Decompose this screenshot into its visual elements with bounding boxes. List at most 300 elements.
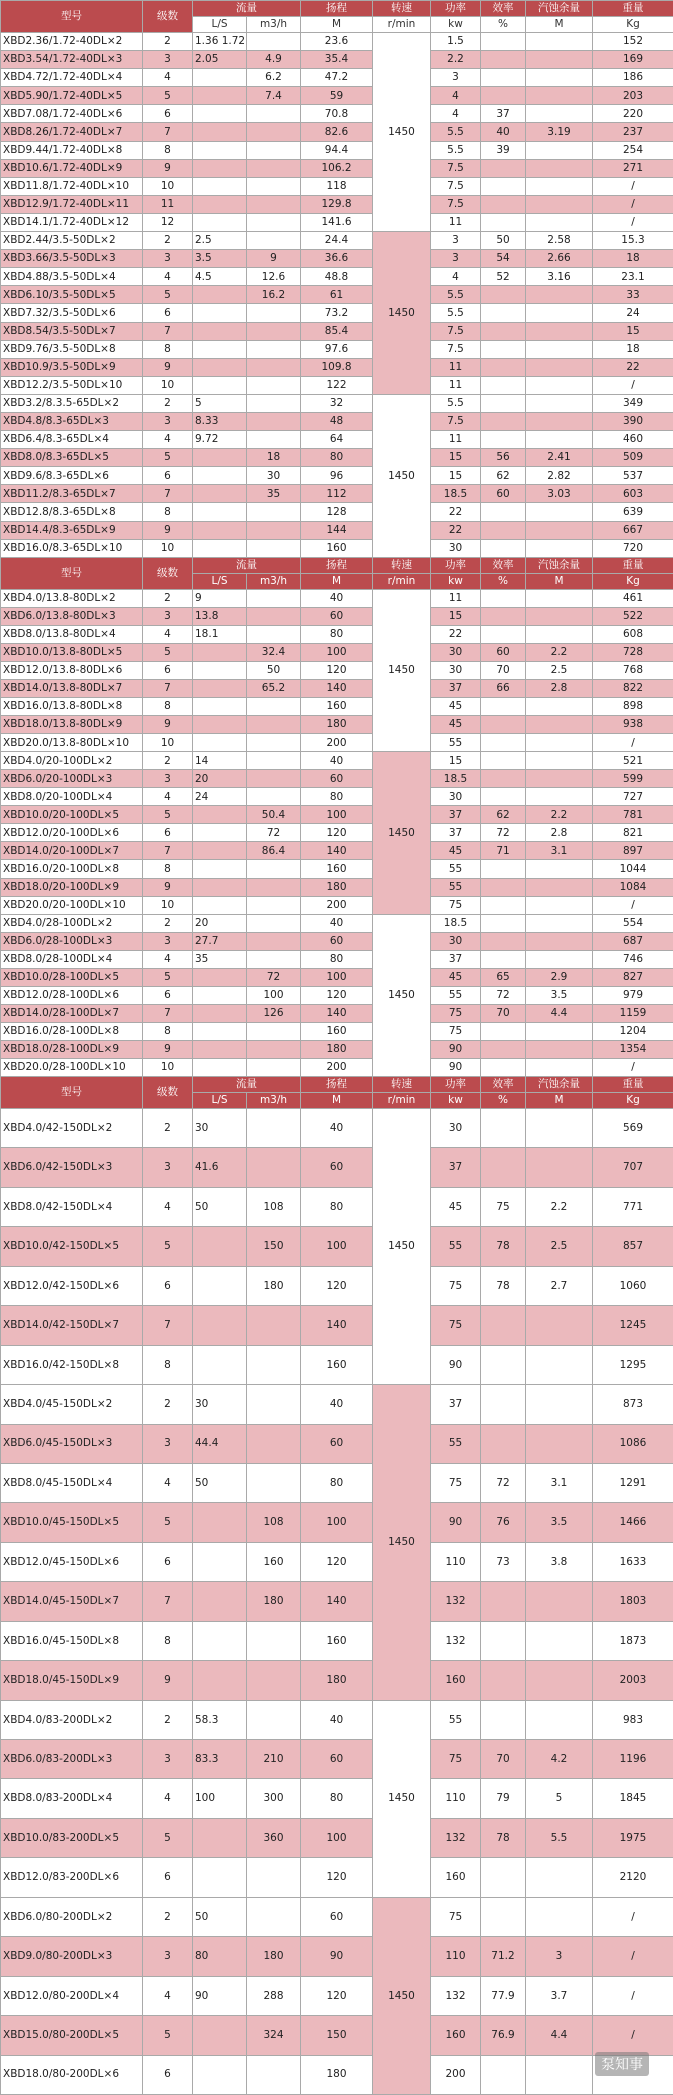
efficiency-cell: 71.2 xyxy=(481,1937,526,1976)
model-cell: XBD8.26/1.72-40DL×7 xyxy=(1,123,143,141)
efficiency-cell xyxy=(481,608,526,626)
efficiency-cell: 60 xyxy=(481,644,526,662)
stages-header: 级数 xyxy=(143,1077,193,1109)
efficiency-cell xyxy=(481,1345,526,1384)
flow-ls-cell xyxy=(193,340,247,358)
model-cell: XBD16.0/28-100DL×8 xyxy=(1,1022,143,1040)
efficiency-cell xyxy=(481,376,526,394)
stages-cell: 5 xyxy=(143,87,193,105)
stages-cell: 6 xyxy=(143,105,193,123)
efficiency-cell xyxy=(481,2055,526,2094)
weight-cell: 897 xyxy=(593,842,673,860)
flow-m3h-cell: 4.9 xyxy=(247,51,301,69)
power-cell: 7.5 xyxy=(431,412,481,430)
model-header: 型号 xyxy=(1,1077,143,1109)
efficiency-cell xyxy=(481,1621,526,1660)
table-row xyxy=(1,105,673,123)
table-row xyxy=(1,1976,673,2015)
npsh-cell: 5.5 xyxy=(526,1818,593,1857)
head-cell: 160 xyxy=(301,1345,373,1384)
flow-m3h-cell xyxy=(247,2055,301,2094)
flow-m3h-cell: 72 xyxy=(247,824,301,842)
head-cell: 97.6 xyxy=(301,340,373,358)
flow-m3h-unit: m3/h xyxy=(247,17,301,33)
npsh-cell xyxy=(526,358,593,376)
stages-cell: 11 xyxy=(143,195,193,213)
flow-m3h-cell xyxy=(247,590,301,608)
npsh-cell xyxy=(526,590,593,608)
npsh-cell xyxy=(526,159,593,177)
model-cell: XBD20.0/28-100DL×10 xyxy=(1,1058,143,1076)
speed-cell: 1450 xyxy=(373,1109,431,1385)
table-row xyxy=(1,662,673,680)
power-cell: 55 xyxy=(431,1700,481,1739)
weight-cell: 23.1 xyxy=(593,268,673,286)
efficiency-cell xyxy=(481,590,526,608)
model-cell: XBD14.1/1.72-40DL×12 xyxy=(1,213,143,231)
flow-ls-cell: 80 xyxy=(193,1937,247,1976)
flow-ls-unit: L/S xyxy=(193,1093,247,1109)
head-cell: 60 xyxy=(301,770,373,788)
speed-cell: 1450 xyxy=(373,1700,431,1897)
power-cell: 2.2 xyxy=(431,51,481,69)
npsh-cell xyxy=(526,1109,593,1148)
head-cell: 60 xyxy=(301,1148,373,1187)
flow-m3h-cell xyxy=(247,1897,301,1936)
npsh-cell: 2.2 xyxy=(526,1187,593,1226)
stages-cell: 7 xyxy=(143,842,193,860)
power-cell: 75 xyxy=(431,1463,481,1502)
head-cell: 150 xyxy=(301,2016,373,2055)
model-cell: XBD14.0/28-100DL×7 xyxy=(1,1004,143,1022)
flow-ls-cell: 41.6 xyxy=(193,1148,247,1187)
efficiency-cell: 60 xyxy=(481,485,526,503)
weight-cell: 24 xyxy=(593,304,673,322)
stages-cell: 2 xyxy=(143,1700,193,1739)
head-cell: 140 xyxy=(301,1306,373,1345)
flow-ls-cell xyxy=(193,1582,247,1621)
head-cell: 140 xyxy=(301,680,373,698)
npsh-cell xyxy=(526,608,593,626)
npsh-cell: 2.82 xyxy=(526,467,593,485)
efficiency-cell xyxy=(481,304,526,322)
weight-cell: 898 xyxy=(593,698,673,716)
stages-cell: 3 xyxy=(143,1148,193,1187)
power-cell: 4 xyxy=(431,105,481,123)
npsh-cell xyxy=(526,1148,593,1187)
stages-cell: 4 xyxy=(143,431,193,449)
efficiency-cell xyxy=(481,51,526,69)
head-cell: 100 xyxy=(301,1818,373,1857)
weight-cell: 938 xyxy=(593,716,673,734)
flow-ls-cell: 50 xyxy=(193,1463,247,1502)
stages-header: 级数 xyxy=(143,1,193,33)
weight-cell: / xyxy=(593,896,673,914)
table-row xyxy=(1,449,673,467)
npsh-cell: 3.5 xyxy=(526,1503,593,1542)
table-row xyxy=(1,734,673,752)
weight-cell: 821 xyxy=(593,824,673,842)
flow-ls-cell: 30 xyxy=(193,1109,247,1148)
npsh-cell xyxy=(526,896,593,914)
power-cell: 30 xyxy=(431,644,481,662)
weight-cell: 169 xyxy=(593,51,673,69)
weight-cell: 18 xyxy=(593,250,673,268)
power-unit: kw xyxy=(431,17,481,33)
npsh-cell: 3.16 xyxy=(526,268,593,286)
head-cell: 129.8 xyxy=(301,195,373,213)
npsh-cell xyxy=(526,716,593,734)
efficiency-cell xyxy=(481,1661,526,1700)
model-cell: XBD8.0/45-150DL×4 xyxy=(1,1463,143,1502)
head-cell: 80 xyxy=(301,449,373,467)
table-row xyxy=(1,986,673,1004)
flow-m3h-cell xyxy=(247,1345,301,1384)
head-cell: 160 xyxy=(301,698,373,716)
stages-cell: 4 xyxy=(143,1779,193,1818)
flow-ls-cell xyxy=(193,824,247,842)
flow-m3h-cell xyxy=(247,860,301,878)
model-cell: XBD6.10/3.5-50DL×5 xyxy=(1,286,143,304)
stages-cell: 2 xyxy=(143,590,193,608)
flow-m3h-cell: 210 xyxy=(247,1740,301,1779)
power-cell: 45 xyxy=(431,968,481,986)
stages-cell: 6 xyxy=(143,304,193,322)
head-cell: 85.4 xyxy=(301,322,373,340)
power-cell: 45 xyxy=(431,1187,481,1226)
npsh-cell xyxy=(526,304,593,322)
flow-m3h-cell xyxy=(247,358,301,376)
efficiency-cell xyxy=(481,788,526,806)
flow-ls-cell xyxy=(193,1227,247,1266)
power-cell: 90 xyxy=(431,1345,481,1384)
power-cell: 22 xyxy=(431,521,481,539)
npsh-cell xyxy=(526,878,593,896)
weight-cell: 1060 xyxy=(593,1266,673,1305)
table-row xyxy=(1,250,673,268)
power-cell: 37 xyxy=(431,680,481,698)
efficiency-cell: 76.9 xyxy=(481,2016,526,2055)
stages-cell: 5 xyxy=(143,644,193,662)
table-row xyxy=(1,608,673,626)
flow-m3h-cell: 16.2 xyxy=(247,286,301,304)
efficiency-cell: 72 xyxy=(481,1463,526,1502)
weight-cell: / xyxy=(593,1937,673,1976)
npsh-header: 汽蚀余量 xyxy=(526,1,593,17)
npsh-cell xyxy=(526,431,593,449)
flow-ls-cell: 27.7 xyxy=(193,932,247,950)
table-row xyxy=(1,626,673,644)
model-cell: XBD6.4/8.3-65DL×4 xyxy=(1,431,143,449)
head-cell: 47.2 xyxy=(301,69,373,87)
weight-cell: / xyxy=(593,177,673,195)
weight-cell: / xyxy=(593,195,673,213)
table-row xyxy=(1,123,673,141)
flow-ls-cell: 8.33 xyxy=(193,412,247,430)
power-cell: 75 xyxy=(431,1740,481,1779)
npsh-unit: M xyxy=(526,574,593,590)
weight-cell: 1873 xyxy=(593,1621,673,1660)
table-row xyxy=(1,376,673,394)
table-row xyxy=(1,1022,673,1040)
head-cell: 24.4 xyxy=(301,232,373,250)
table-row xyxy=(1,806,673,824)
head-cell: 106.2 xyxy=(301,159,373,177)
power-cell: 90 xyxy=(431,1058,481,1076)
table-row xyxy=(1,1818,673,1857)
weight-header: 重量 xyxy=(593,1077,673,1093)
stages-cell: 2 xyxy=(143,1897,193,1936)
power-cell: 55 xyxy=(431,1227,481,1266)
flow-ls-cell xyxy=(193,698,247,716)
efficiency-cell: 72 xyxy=(481,986,526,1004)
flow-m3h-cell xyxy=(247,1022,301,1040)
weight-cell: 1295 xyxy=(593,1345,673,1384)
npsh-cell xyxy=(526,914,593,932)
head-cell: 100 xyxy=(301,644,373,662)
stages-cell: 12 xyxy=(143,213,193,231)
model-cell: XBD12.9/1.72-40DL×11 xyxy=(1,195,143,213)
stages-cell: 8 xyxy=(143,1345,193,1384)
flow-ls-cell xyxy=(193,968,247,986)
model-cell: XBD12.0/42-150DL×6 xyxy=(1,1266,143,1305)
table-row xyxy=(1,431,673,449)
weight-cell: 746 xyxy=(593,950,673,968)
weight-cell: 667 xyxy=(593,521,673,539)
power-cell: 37 xyxy=(431,1148,481,1187)
table-row xyxy=(1,824,673,842)
weight-cell: 1803 xyxy=(593,1582,673,1621)
flow-m3h-cell: 324 xyxy=(247,2016,301,2055)
efficiency-cell xyxy=(481,932,526,950)
efficiency-cell: 78 xyxy=(481,1818,526,1857)
flow-ls-cell xyxy=(193,1040,247,1058)
flow-m3h-cell xyxy=(247,770,301,788)
npsh-cell xyxy=(526,626,593,644)
stages-cell: 3 xyxy=(143,770,193,788)
flow-m3h-cell: 50.4 xyxy=(247,806,301,824)
npsh-cell xyxy=(526,1058,593,1076)
npsh-unit: M xyxy=(526,17,593,33)
table-row xyxy=(1,698,673,716)
flow-m3h-cell xyxy=(247,1058,301,1076)
stages-cell: 7 xyxy=(143,1582,193,1621)
npsh-cell: 2.8 xyxy=(526,680,593,698)
flow-ls-cell xyxy=(193,1661,247,1700)
weight-cell: 1159 xyxy=(593,1004,673,1022)
head-cell: 60 xyxy=(301,932,373,950)
model-cell: XBD18.0/80-200DL×6 xyxy=(1,2055,143,2094)
power-unit: kw xyxy=(431,1093,481,1109)
power-cell: 5.5 xyxy=(431,141,481,159)
stages-cell: 9 xyxy=(143,1040,193,1058)
table-row xyxy=(1,87,673,105)
efficiency-cell: 56 xyxy=(481,449,526,467)
head-cell: 100 xyxy=(301,968,373,986)
efficiency-header: 效率 xyxy=(481,1,526,17)
table-row xyxy=(1,1858,673,1897)
table-row xyxy=(1,1740,673,1779)
flow-ls-cell: 2.5 xyxy=(193,232,247,250)
head-cell: 80 xyxy=(301,950,373,968)
weight-cell: 983 xyxy=(593,1700,673,1739)
table-row xyxy=(1,770,673,788)
model-cell: XBD12.0/83-200DL×6 xyxy=(1,1858,143,1897)
stages-cell: 6 xyxy=(143,467,193,485)
npsh-cell xyxy=(526,340,593,358)
power-cell: 37 xyxy=(431,1385,481,1424)
weight-cell: 349 xyxy=(593,394,673,412)
power-cell: 11 xyxy=(431,590,481,608)
weight-cell: 728 xyxy=(593,644,673,662)
efficiency-cell xyxy=(481,950,526,968)
flow-ls-cell xyxy=(193,1058,247,1076)
weight-cell: 220 xyxy=(593,105,673,123)
head-cell: 200 xyxy=(301,734,373,752)
npsh-cell xyxy=(526,860,593,878)
flow-m3h-cell xyxy=(247,232,301,250)
head-header: 扬程 xyxy=(301,558,373,574)
flow-ls-cell xyxy=(193,896,247,914)
head-cell: 120 xyxy=(301,986,373,1004)
flow-ls-cell xyxy=(193,177,247,195)
table-row xyxy=(1,1424,673,1463)
stages-cell: 4 xyxy=(143,1187,193,1226)
flow-ls-cell xyxy=(193,1858,247,1897)
stages-cell: 2 xyxy=(143,33,193,51)
efficiency-cell xyxy=(481,1022,526,1040)
weight-cell: 2120 xyxy=(593,1858,673,1897)
npsh-cell: 4.4 xyxy=(526,2016,593,2055)
head-cell: 120 xyxy=(301,1976,373,2015)
flow-m3h-cell: 7.4 xyxy=(247,87,301,105)
model-cell: XBD14.0/45-150DL×7 xyxy=(1,1582,143,1621)
speed-cell: 1450 xyxy=(373,590,431,752)
flow-m3h-cell xyxy=(247,141,301,159)
npsh-cell xyxy=(526,770,593,788)
npsh-cell xyxy=(526,788,593,806)
npsh-cell xyxy=(526,1345,593,1384)
model-cell: XBD11.8/1.72-40DL×10 xyxy=(1,177,143,195)
model-cell: XBD16.0/45-150DL×8 xyxy=(1,1621,143,1660)
efficiency-cell xyxy=(481,1148,526,1187)
npsh-cell: 4.2 xyxy=(526,1740,593,1779)
power-cell: 37 xyxy=(431,806,481,824)
flow-m3h-cell xyxy=(247,1700,301,1739)
power-cell: 110 xyxy=(431,1779,481,1818)
table-row xyxy=(1,1700,673,1739)
flow-m3h-cell xyxy=(247,1109,301,1148)
stages-cell: 9 xyxy=(143,878,193,896)
table-row xyxy=(1,177,673,195)
flow-m3h-cell xyxy=(247,521,301,539)
model-cell: XBD10.9/3.5-50DL×9 xyxy=(1,358,143,376)
npsh-cell xyxy=(526,412,593,430)
flow-ls-cell xyxy=(193,159,247,177)
weight-cell: / xyxy=(593,2016,673,2055)
table-row xyxy=(1,1266,673,1305)
power-cell: 15 xyxy=(431,467,481,485)
power-cell: 5.5 xyxy=(431,286,481,304)
flow-m3h-cell xyxy=(247,394,301,412)
flow-header: 流量 xyxy=(193,1077,301,1093)
weight-cell: 521 xyxy=(593,752,673,770)
model-cell: XBD10.0/13.8-80DL×5 xyxy=(1,644,143,662)
stages-cell: 7 xyxy=(143,1004,193,1022)
flow-ls-cell xyxy=(193,716,247,734)
model-cell: XBD12.0/20-100DL×6 xyxy=(1,824,143,842)
head-unit: M xyxy=(301,574,373,590)
stages-cell: 2 xyxy=(143,1109,193,1148)
power-cell: 15 xyxy=(431,752,481,770)
efficiency-cell: 54 xyxy=(481,250,526,268)
head-cell: 60 xyxy=(301,1897,373,1936)
table-row xyxy=(1,340,673,358)
stages-cell: 8 xyxy=(143,860,193,878)
flow-m3h-cell xyxy=(247,304,301,322)
table-row xyxy=(1,159,673,177)
table-row xyxy=(1,195,673,213)
model-cell: XBD14.4/8.3-65DL×9 xyxy=(1,521,143,539)
head-unit: M xyxy=(301,1093,373,1109)
head-cell: 60 xyxy=(301,608,373,626)
flow-m3h-cell: 50 xyxy=(247,662,301,680)
npsh-cell: 2.2 xyxy=(526,806,593,824)
flow-m3h-cell: 150 xyxy=(247,1227,301,1266)
npsh-cell xyxy=(526,503,593,521)
model-cell: XBD5.90/1.72-40DL×5 xyxy=(1,87,143,105)
model-cell: XBD8.0/8.3-65DL×5 xyxy=(1,449,143,467)
efficiency-cell xyxy=(481,69,526,87)
flow-m3h-cell: 160 xyxy=(247,1542,301,1581)
stages-cell: 4 xyxy=(143,788,193,806)
flow-ls-cell xyxy=(193,1818,247,1857)
table-row xyxy=(1,286,673,304)
weight-cell: 186 xyxy=(593,69,673,87)
weight-cell: 771 xyxy=(593,1187,673,1226)
power-cell: 55 xyxy=(431,734,481,752)
stages-cell: 5 xyxy=(143,806,193,824)
stages-cell: 10 xyxy=(143,539,193,557)
power-cell: 7.5 xyxy=(431,322,481,340)
flow-m3h-cell xyxy=(247,412,301,430)
weight-cell: 1044 xyxy=(593,860,673,878)
efficiency-cell xyxy=(481,1582,526,1621)
npsh-cell: 2.66 xyxy=(526,250,593,268)
npsh-cell: 2.9 xyxy=(526,968,593,986)
efficiency-cell xyxy=(481,340,526,358)
power-cell: 18.5 xyxy=(431,485,481,503)
head-cell: 122 xyxy=(301,376,373,394)
flow-ls-cell: 35 xyxy=(193,950,247,968)
power-header: 功率 xyxy=(431,1077,481,1093)
table-row xyxy=(1,1058,673,1076)
power-cell: 7.5 xyxy=(431,195,481,213)
flow-ls-cell: 18.1 xyxy=(193,626,247,644)
power-cell: 132 xyxy=(431,1582,481,1621)
flow-ls-cell xyxy=(193,680,247,698)
efficiency-cell xyxy=(481,412,526,430)
power-cell: 11 xyxy=(431,376,481,394)
flow-ls-cell: 50 xyxy=(193,1897,247,1936)
model-cell: XBD3.54/1.72-40DL×3 xyxy=(1,51,143,69)
flow-m3h-cell xyxy=(247,33,301,51)
efficiency-cell xyxy=(481,770,526,788)
flow-header: 流量 xyxy=(193,1,301,17)
power-cell: 160 xyxy=(431,1858,481,1897)
stages-cell: 6 xyxy=(143,1266,193,1305)
npsh-cell xyxy=(526,1424,593,1463)
